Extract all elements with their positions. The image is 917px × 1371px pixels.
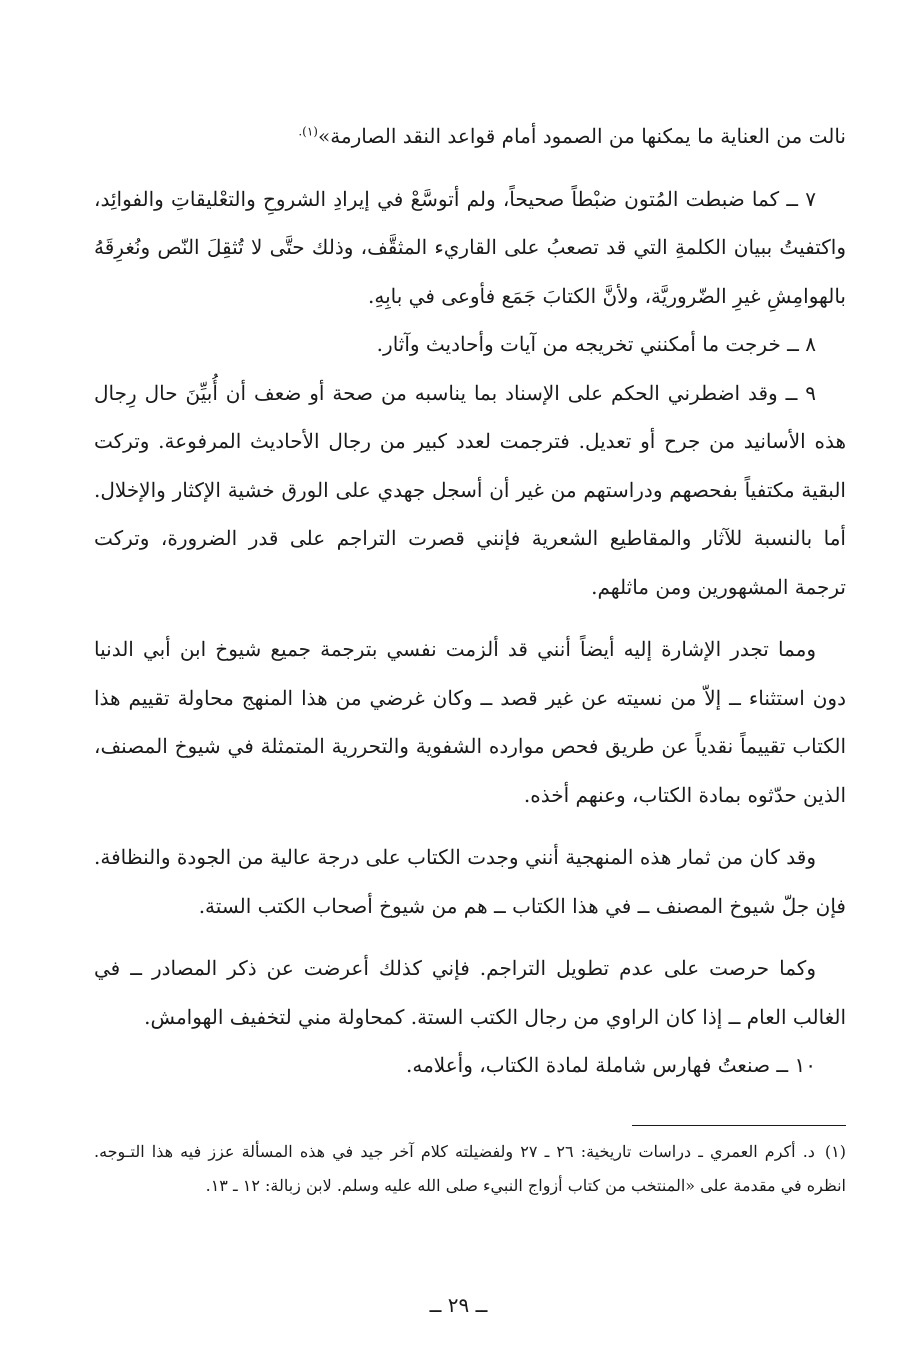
paragraph-item-10: ١٠ ــ صنعتُ فهارس شاملة لمادة الكتاب، وأعلامه. [406,1053,816,1077]
paragraph-item-7: ٧ ــ كما ضبطت المُتون ضبْطاً صحيحاً، ولم أتوسَّعْ في إيرادِ الشروحِ والتعْليقاتِ والفوائِد، واكتفيتُ ببيان الكلمةِ التي قد تصعبُ على القاريء المثقَّف، وذلك حتَّى لا تُثقِلَ النّص ونُغرِقَهُ بالهوامِشِ غيرِ الضّروريَّة، ولأنَّ الكتابَ جَمَع فأوعى في بابِهِ. [94,186,846,308]
paragraph-biographies: وكما حرصت على عدم تطويل التراجم. فإني كذلك أعرضت عن ذكر المصادر ــ في الغالب العام ــ إذا كان الراوي من رجال الكتب الستة. كمحاولة مني لتخفيف الهوامش. [94,956,846,1029]
paragraph-item-8: ٨ ــ خرجت ما أمكنني تخريجه من آيات وأحاديث وآثار. [376,332,816,356]
footnote-divider [632,1125,846,1126]
paragraph-item-9: ٩ ــ وقد اضطرني الحكم على الإسناد بما يناسبه من صحة أو ضعف أن أُبيِّنَ حال رِجال هذه الأسانيد من جرح أو تعديل. فترجمت لعدد كبير من رجال الأحاديث المرفوعة. وتركت البقية مكتفياً بفحصهم ودراستهم من غير أن أسجل جهدي على الورق خشية الإكثار والإخلال. أما بالنسبة للآثار والمقاطيع الشعرية فإنني قصرت التراجم على قدر الضرورة، وتركت ترجمة المشهورين ومن ماثلهم. [94,380,846,599]
footnote-item [94,1135,846,1203]
footnote-text: د. أكرم العمري ـ دراسات تاريخية: ٢٦ ـ ٢٧ ولفضيلته كلام آخر جيد في هذه المسألة عزز فيه هذا التـوجه. انظره في مقدمة على «المنتخب من كتاب أزواج النبيء صلى الله عليه وسلم. لابن زبالة: ١٢ ـ ١٣. [94,1142,846,1195]
footnote-reference[interactable]: (١). [298,124,318,139]
page-number: ــ ٢٩ ــ [429,1293,488,1317]
main-text [94,112,846,1090]
footnote-number: (١) [824,1142,847,1161]
footnotes [94,1135,846,1203]
paragraph-text: نالت من العناية ما يمكنها من الصمود أمام قواعد النقد الصارمة» [317,124,846,148]
paragraph-teachers: ومما تجدر الإشارة إليه أيضاً أنني قد ألزمت نفسي بترجمة جميع شيوخ ابن أبي الدنيا دون استثناء ــ إلاّ من نسيته عن غير قصد ــ وكان غرضي من هذا المنهج محاولة تقييم هذا الكتاب تقييماً نقدياً عن طريق فحص موارده الشفوية والتحررية المتمثلة في شيوخ المصنف، الذين حدّثوه بمادة الكتاب، وعنهم أخذه. [94,637,846,807]
paragraph-continuation [94,112,846,161]
paragraph-results: وقد كان من ثمار هذه المنهجية أنني وجدت الكتاب على درجة عالية من الجودة والنظافة. فإن جلّ شيوخ المصنف ــ في هذا الكتاب ــ هم من شيوخ أصحاب الكتب الستة. [94,845,846,918]
